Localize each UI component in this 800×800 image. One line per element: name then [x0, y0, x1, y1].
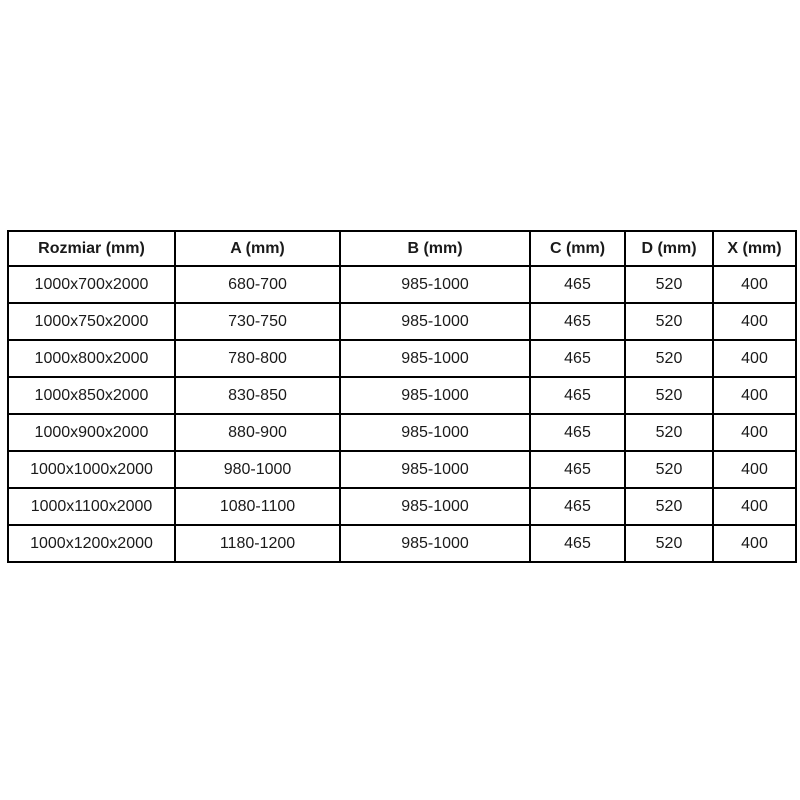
cell-rozmiar: 1000x900x2000 — [8, 414, 175, 451]
column-header-x: X (mm) — [713, 231, 796, 266]
cell-b: 985-1000 — [340, 340, 530, 377]
cell-rozmiar: 1000x850x2000 — [8, 377, 175, 414]
table-row — [8, 303, 796, 340]
table-row — [8, 488, 796, 525]
column-header-d: D (mm) — [625, 231, 713, 266]
table-row — [8, 525, 796, 562]
table-row — [8, 340, 796, 377]
cell-rozmiar: 1000x1100x2000 — [8, 488, 175, 525]
column-header-b: B (mm) — [340, 231, 530, 266]
cell-d: 520 — [625, 266, 713, 303]
cell-c: 465 — [530, 340, 625, 377]
cell-c: 465 — [530, 377, 625, 414]
cell-b: 985-1000 — [340, 303, 530, 340]
table-row — [8, 451, 796, 488]
table-row — [8, 266, 796, 303]
cell-b: 985-1000 — [340, 266, 530, 303]
cell-b: 985-1000 — [340, 488, 530, 525]
cell-a: 880-900 — [175, 414, 340, 451]
table-header-row — [8, 231, 796, 266]
cell-rozmiar: 1000x800x2000 — [8, 340, 175, 377]
cell-c: 465 — [530, 488, 625, 525]
cell-rozmiar: 1000x750x2000 — [8, 303, 175, 340]
cell-d: 520 — [625, 488, 713, 525]
cell-a: 780-800 — [175, 340, 340, 377]
cell-c: 465 — [530, 525, 625, 562]
cell-c: 465 — [530, 303, 625, 340]
cell-a: 830-850 — [175, 377, 340, 414]
table-row — [8, 414, 796, 451]
cell-x: 400 — [713, 488, 796, 525]
cell-x: 400 — [713, 414, 796, 451]
cell-x: 400 — [713, 303, 796, 340]
cell-rozmiar: 1000x700x2000 — [8, 266, 175, 303]
cell-a: 1080-1100 — [175, 488, 340, 525]
cell-a: 730-750 — [175, 303, 340, 340]
cell-a: 1180-1200 — [175, 525, 340, 562]
cell-d: 520 — [625, 414, 713, 451]
column-header-a: A (mm) — [175, 231, 340, 266]
cell-b: 985-1000 — [340, 525, 530, 562]
cell-x: 400 — [713, 266, 796, 303]
cell-c: 465 — [530, 414, 625, 451]
table-row — [8, 377, 796, 414]
cell-c: 465 — [530, 451, 625, 488]
dimensions-table — [7, 230, 797, 563]
cell-d: 520 — [625, 451, 713, 488]
cell-x: 400 — [713, 377, 796, 414]
cell-d: 520 — [625, 340, 713, 377]
cell-x: 400 — [713, 340, 796, 377]
cell-rozmiar: 1000x1200x2000 — [8, 525, 175, 562]
cell-a: 980-1000 — [175, 451, 340, 488]
cell-d: 520 — [625, 377, 713, 414]
cell-d: 520 — [625, 303, 713, 340]
cell-b: 985-1000 — [340, 377, 530, 414]
cell-d: 520 — [625, 525, 713, 562]
cell-x: 400 — [713, 525, 796, 562]
cell-c: 465 — [530, 266, 625, 303]
cell-a: 680-700 — [175, 266, 340, 303]
cell-x: 400 — [713, 451, 796, 488]
column-header-rozmiar: Rozmiar (mm) — [8, 231, 175, 266]
cell-rozmiar: 1000x1000x2000 — [8, 451, 175, 488]
cell-b: 985-1000 — [340, 451, 530, 488]
column-header-c: C (mm) — [530, 231, 625, 266]
cell-b: 985-1000 — [340, 414, 530, 451]
